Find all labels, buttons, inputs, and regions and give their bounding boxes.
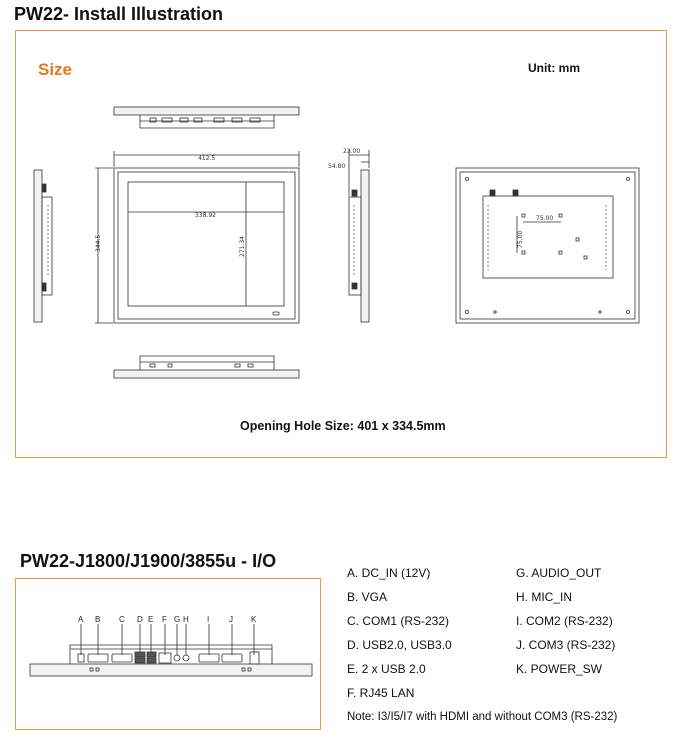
dim-width: 412.5 [198, 155, 216, 162]
io-item-f: F. RJ45 LAN [347, 686, 415, 700]
port-letter-j: J [229, 615, 233, 624]
dim-screen-height: 271.34 [239, 236, 246, 257]
io-item-e: E. 2 x USB 2.0 [347, 662, 426, 676]
port-letter-k: K [251, 615, 257, 624]
dim-depth-a: 23.00 [343, 148, 361, 155]
install-illustration-title: PW22- Install Illustration [14, 4, 224, 24]
io-section-title: PW22-J1800/J1900/3855u - I/O [20, 551, 277, 571]
io-item-c: C. COM1 (RS-232) [347, 614, 450, 628]
size-heading: Size [38, 60, 73, 79]
dimension-labels [95, 148, 553, 257]
io-item-a: A. DC_IN (12V) [347, 566, 431, 580]
port-letter-f: F [162, 615, 167, 624]
io-item-h: H. MIC_IN [516, 590, 573, 604]
dim-depth-b: 54.80 [328, 163, 346, 170]
unit-label: Unit: mm [528, 61, 580, 75]
io-diagram-frame [15, 578, 321, 730]
port-letter-b: B [95, 615, 101, 624]
port-letter-g: G [174, 615, 181, 624]
back-view-drawing [456, 168, 639, 323]
port-letter-c: C [119, 615, 125, 624]
port-letter-h: H [183, 615, 189, 624]
bottom-view-drawing [114, 356, 299, 378]
io-item-j: J. COM3 (RS-232) [516, 638, 616, 652]
opening-hole-size: Opening Hole Size: 401 x 334.5mm [240, 419, 446, 433]
left-side-view-drawing [34, 170, 52, 322]
io-note: Note: I3/I5/I7 with HDMI and without COM3 (RS-232) [347, 711, 618, 723]
port-letter-a: A [78, 615, 84, 624]
port-letter-i: I [207, 615, 210, 624]
front-view-drawing [95, 151, 299, 323]
io-item-g: G. AUDIO_OUT [516, 566, 602, 580]
port-letter-d: D [137, 615, 143, 624]
dim-height: 344.5 [95, 234, 102, 252]
io-item-d: D. USB2.0, USB3.0 [347, 638, 452, 652]
top-view-drawing [114, 107, 299, 128]
dim-vesa-width: 75.00 [536, 215, 554, 222]
right-side-view-drawing [349, 150, 369, 322]
io-item-k: K. POWER_SW [516, 662, 603, 676]
dim-screen-width: 338.92 [195, 212, 216, 219]
dim-vesa-height: 75.00 [517, 230, 524, 248]
port-letter-e: E [148, 615, 154, 624]
io-item-i: I. COM2 (RS-232) [516, 614, 613, 628]
io-item-b: B. VGA [347, 590, 388, 604]
